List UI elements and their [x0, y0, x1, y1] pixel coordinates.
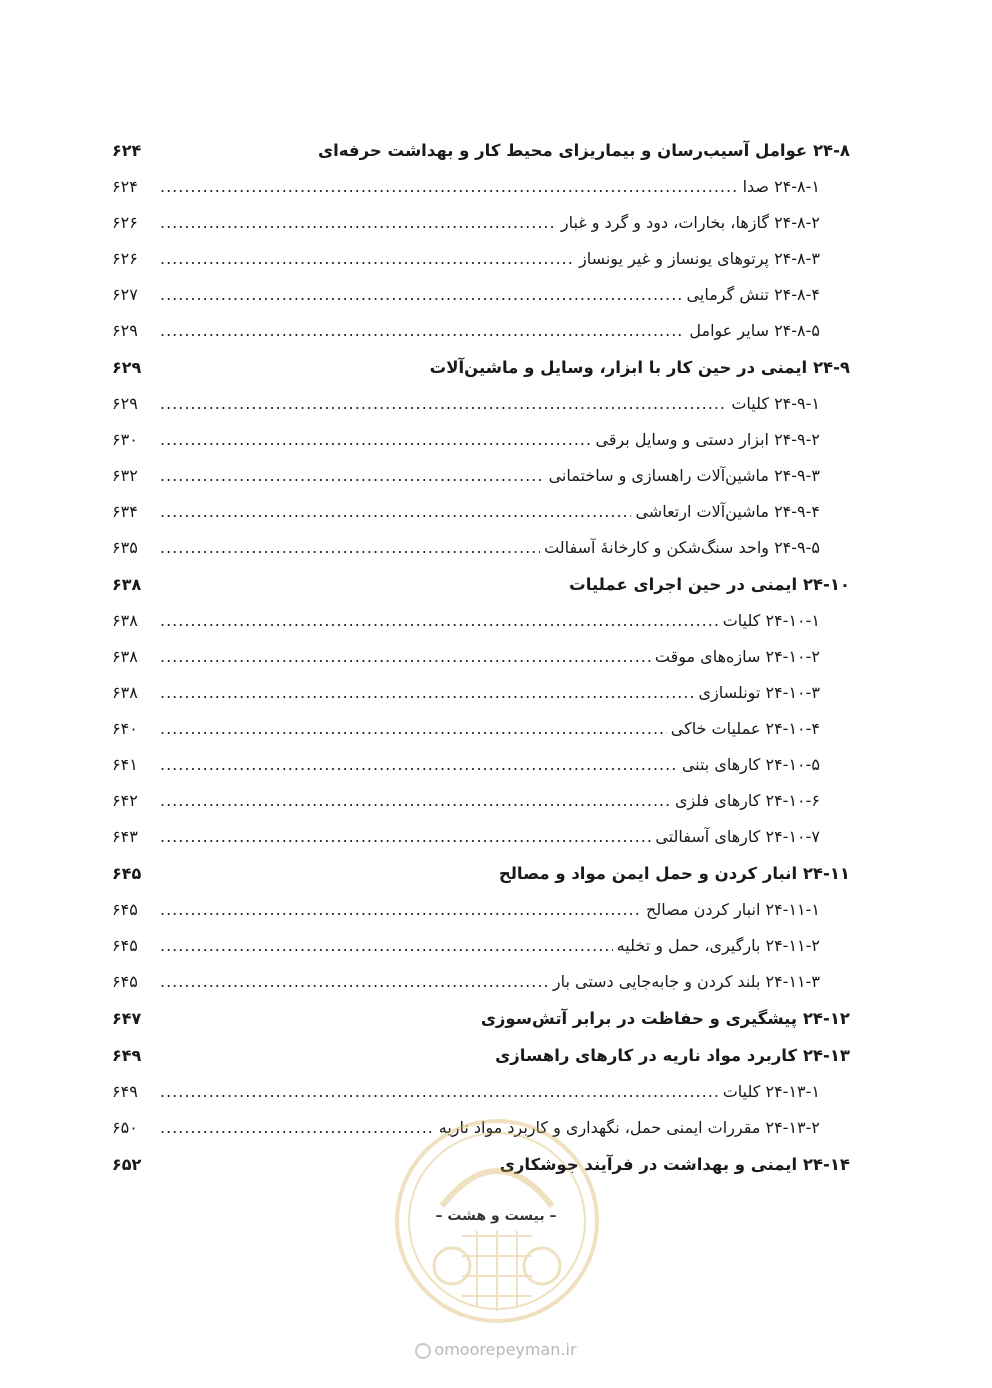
toc-subsection-row — [112, 958, 850, 994]
toc-page-number: ۶۴۹ — [112, 1046, 142, 1065]
toc-subsection-row — [112, 886, 850, 922]
dot-leader — [160, 1080, 719, 1104]
dot-leader — [160, 789, 671, 813]
dot-leader — [160, 283, 683, 307]
toc-subsection-row — [112, 922, 850, 958]
toc-entry-title: ۲۴-۸-۳ پرتوهای یونساز و غیر یونساز — [578, 249, 820, 268]
toc-page-number: ۶۳۴ — [112, 502, 138, 521]
toc-page-number: ۶۳۸ — [112, 683, 138, 702]
toc-page-number: ۶۳۲ — [112, 466, 138, 485]
toc-subsection-row — [112, 307, 850, 343]
dot-leader — [160, 970, 549, 994]
toc-page-number: ۶۲۹ — [112, 394, 138, 413]
toc-subsection-row — [112, 271, 850, 307]
toc-entry-title: ۲۴-۱۰-۱ کلیات — [722, 611, 820, 630]
toc-section-row — [112, 343, 850, 380]
toc-entry-title: ۲۴-۱۱-۳ بلند کردن و جابه‌جایی دستی بار — [552, 972, 820, 991]
dot-leader — [160, 536, 540, 560]
toc-page-number: ۶۵۲ — [112, 1155, 142, 1174]
toc-subsection-row — [112, 597, 850, 633]
toc-page-number: ۶۴۹ — [112, 1082, 138, 1101]
watermark-text: omoorepeyman.ir — [434, 1340, 577, 1359]
toc-entry-title: ۲۴-۱۳-۲ مقررات ایمنی حمل، نگهداری و کاربرد مواد ناریه — [438, 1118, 820, 1137]
toc-page-number: ۶۴۵ — [112, 972, 138, 991]
dot-leader — [160, 681, 695, 705]
toc-entry-title: ۲۴-۸-۲ گازها، بخارات، دود و گرد و غبار — [560, 213, 820, 232]
dot-leader — [160, 645, 651, 669]
toc-subsection-row — [112, 741, 850, 777]
dot-leader — [160, 392, 727, 416]
toc-page-number: ۶۲۴ — [112, 177, 138, 196]
toc-subsection-row — [112, 669, 850, 705]
toc-subsection-row — [112, 705, 850, 741]
toc-entry-title: ۲۴-۸-۴ تنش گرمایی — [686, 285, 820, 304]
toc-subsection-row — [112, 452, 850, 488]
dot-leader — [160, 428, 591, 452]
toc-section-row — [112, 994, 850, 1031]
toc-page-number: ۶۳۵ — [112, 538, 138, 557]
toc-page-number: ۶۲۶ — [112, 249, 138, 268]
toc-page-number: ۶۵۰ — [112, 1118, 138, 1137]
toc-page-number: ۶۳۸ — [112, 611, 138, 630]
toc-page-number: ۶۴۵ — [112, 900, 138, 919]
toc-subsection-row — [112, 633, 850, 669]
table-of-contents — [112, 126, 850, 1177]
toc-page-number: ۶۴۳ — [112, 827, 138, 846]
page-number-footer: – بیست و هشت – — [435, 1208, 557, 1224]
toc-entry-title: ۲۴-۹-۵ واحد سنگ‌شکن و کارخانهٔ آسفالت — [544, 538, 820, 557]
toc-entry-title: ۲۴-۱۰-۴ عملیات خاکی — [670, 719, 820, 738]
toc-entry-title: ۲۴-۹-۱ کلیات — [731, 394, 820, 413]
toc-subsection-row — [112, 813, 850, 849]
toc-subsection-row — [112, 199, 850, 235]
dot-leader — [160, 753, 678, 777]
toc-entry-title: ۲۴-۱۳ کاربرد مواد ناریه در کارهای راهسازی — [495, 1046, 850, 1065]
toc-entry-title: ۲۴-۸-۵ سایر عوامل — [689, 321, 820, 340]
toc-entry-title: ۲۴-۸-۱ صدا — [742, 177, 820, 196]
toc-entry-title: ۲۴-۱۴ ایمنی و بهداشت در فرآیند جوشکاری — [499, 1155, 850, 1174]
toc-subsection-row — [112, 777, 850, 813]
toc-page-number: ۶۴۷ — [112, 1009, 142, 1028]
dot-leader — [160, 717, 667, 741]
dot-leader — [160, 319, 685, 343]
toc-section-row — [112, 1031, 850, 1068]
toc-page-number: ۶۴۱ — [112, 755, 138, 774]
toc-entry-title: ۲۴-۹-۲ ابزار دستی و وسایل برقی — [595, 430, 820, 449]
toc-entry-title: ۲۴-۹ ایمنی در حین کار با ابزار، وسایل و ماشین‌آلات — [429, 358, 850, 377]
toc-page-number: ۶۳۸ — [112, 647, 138, 666]
toc-section-row — [112, 560, 850, 597]
dot-leader — [160, 898, 642, 922]
toc-page-number: ۶۳۸ — [112, 575, 142, 594]
dot-leader — [160, 247, 575, 271]
toc-entry-title: ۲۴-۸ عوامل آسیب‌رسان و بیماریزای محیط کار و بهداشت حرفه‌ای — [317, 141, 850, 160]
dot-leader — [160, 175, 739, 199]
dot-leader — [160, 609, 719, 633]
at-icon — [415, 1343, 431, 1359]
dot-leader — [160, 825, 651, 849]
toc-entry-title: ۲۴-۹-۴ ماشین‌آلات ارتعاشی — [635, 502, 820, 521]
toc-entry-title: ۲۴-۱۱-۱ انبار کردن مصالح — [646, 900, 820, 919]
toc-page-number: ۶۲۹ — [112, 321, 138, 340]
toc-entry-title: ۲۴-۱۱ انبار کردن و حمل ایمن مواد و مصالح — [498, 864, 850, 883]
dot-leader — [160, 464, 545, 488]
toc-page-number: ۶۲۷ — [112, 285, 138, 304]
toc-subsection-row — [112, 235, 850, 271]
dot-leader — [160, 500, 631, 524]
toc-entry-title: ۲۴-۱۰ ایمنی در حین اجرای عملیات — [569, 575, 850, 594]
toc-entry-title: ۲۴-۱۲ پیشگیری و حفاظت در برابر آتش‌سوزی — [480, 1009, 850, 1028]
toc-page-number: ۶۲۹ — [112, 358, 142, 377]
toc-subsection-row — [112, 380, 850, 416]
toc-page-number: ۶۴۰ — [112, 719, 138, 738]
toc-entry-title: ۲۴-۱۳-۱ کلیات — [722, 1082, 820, 1101]
dot-leader — [160, 934, 613, 958]
toc-entry-title: ۲۴-۱۰-۳ تونلسازی — [698, 683, 820, 702]
toc-page-number: ۶۴۵ — [112, 936, 138, 955]
toc-section-row — [112, 126, 850, 163]
website-watermark — [0, 1340, 992, 1359]
toc-page-number: ۶۴۵ — [112, 864, 142, 883]
toc-page-number: ۶۲۶ — [112, 213, 138, 232]
toc-entry-title: ۲۴-۱۰-۲ سازه‌های موقت — [654, 647, 820, 666]
toc-page-number: ۶۲۴ — [112, 141, 142, 160]
toc-entry-title: ۲۴-۱۱-۲ بارگیری، حمل و تخلیه — [616, 936, 820, 955]
toc-subsection-row — [112, 488, 850, 524]
toc-subsection-row — [112, 416, 850, 452]
toc-entry-title: ۲۴-۹-۳ ماشین‌آلات راهسازی و ساختمانی — [548, 466, 820, 485]
toc-entry-title: ۲۴-۱۰-۵ کارهای بتنی — [681, 755, 820, 774]
toc-subsection-row — [112, 524, 850, 560]
toc-subsection-row — [112, 1068, 850, 1104]
toc-page-number: ۶۳۰ — [112, 430, 138, 449]
dot-leader — [160, 211, 557, 235]
toc-subsection-row — [112, 163, 850, 199]
toc-section-row — [112, 849, 850, 886]
toc-entry-title: ۲۴-۱۰-۶ کارهای فلزی — [674, 791, 820, 810]
toc-entry-title: ۲۴-۱۰-۷ کارهای آسفالتی — [655, 827, 820, 846]
toc-page-number: ۶۴۲ — [112, 791, 138, 810]
